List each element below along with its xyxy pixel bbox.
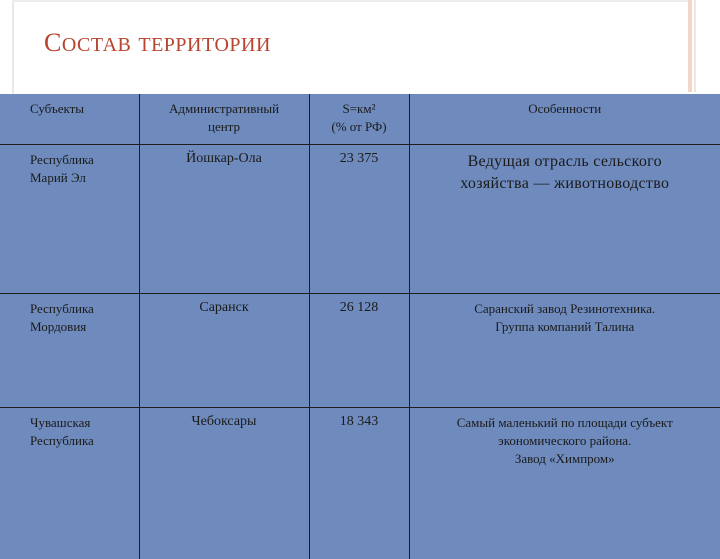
cell-center: Йошкар-Ола [139,145,309,294]
subject-line2: Республика [30,432,139,450]
table-row [0,145,720,294]
header-features [409,94,720,145]
slide-accent-bar [688,0,692,92]
features-line2: хозяйства — животноводство [410,173,720,195]
features-line2: Группа компаний Талина [410,318,720,336]
table-header-row [0,94,720,145]
table-row [0,408,720,559]
header-features-text: Особенности [410,94,720,118]
title-initial: С [44,28,62,57]
cell-center: Саранск [139,294,309,408]
header-center [139,94,309,145]
subject-line2: Марий Эл [30,169,139,187]
header-area-line2: (% от РФ) [310,118,409,136]
subject-line2: Мордовия [30,318,139,336]
header-area-line1: S=км² [310,100,409,118]
cell-features [409,408,720,559]
cell-center: Чебоксары [139,408,309,559]
slide-title [44,28,271,58]
table-row [0,294,720,408]
territory-table [0,94,720,559]
features-line1: Ведущая отрасль сельского [410,151,720,173]
features-line1: Самый маленький по площади субъект [410,414,720,432]
title-word-2: ТЕРРИТОРИИ [138,34,271,56]
header-subject [0,94,139,145]
subject-line1: Республика [30,300,139,318]
header-center-line2: центр [140,118,309,136]
cell-area: 18 343 [309,408,409,559]
cell-features [409,294,720,408]
cell-subject [0,145,139,294]
features-line1: Саранский завод Резинотехника. [410,300,720,318]
header-center-line1: Административный [140,100,309,118]
features-line2: экономического района. [410,432,720,450]
header-area [309,94,409,145]
header-subject-text: Субъекты [30,94,139,118]
cell-area: 26 128 [309,294,409,408]
cell-subject [0,408,139,559]
slide-accent-bar-light [694,0,696,92]
subject-line1: Чувашская [30,414,139,432]
title-word-1: ОСТАВ [62,34,132,56]
slide-frame-top [12,0,692,2]
subject-line1: Республика [30,151,139,169]
cell-subject [0,294,139,408]
cell-area: 23 375 [309,145,409,294]
cell-features [409,145,720,294]
features-line3: Завод «Химпром» [410,450,720,468]
